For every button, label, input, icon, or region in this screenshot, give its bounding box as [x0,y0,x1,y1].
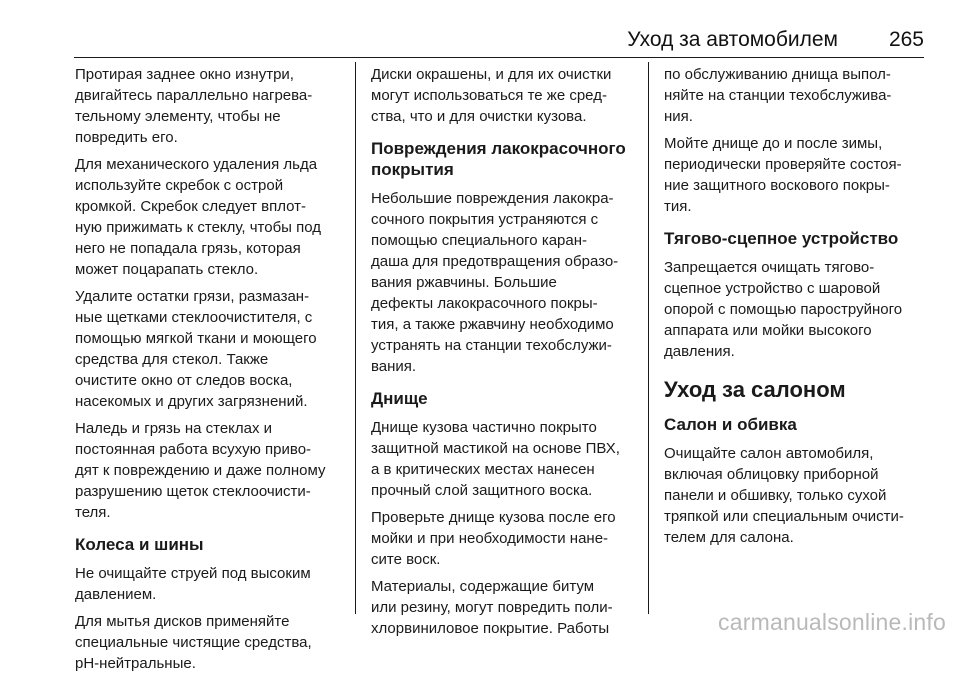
paragraph: Днище кузова частично покрыто защитной мастикой на основе ПВХ, а в критических местах нанесен прочный слой защитного воска. [371,419,620,499]
chapter-heading-interior-care: Уход за салоном [664,377,846,402]
column-divider [355,62,356,614]
header-divider [74,57,924,58]
section-heading-underbody: Днище [371,389,428,408]
paragraph: Для механического удаления льда используйте скребок с острой кромкой. Скребок следует вплот- ную прижимать к стеклу, чтобы под него не попадала грязь, которая может поцарапать стекло. [75,156,322,278]
page-header [74,22,924,58]
paragraph: Очищайте салон автомобиля, включая облицовку приборной панели и обшивку, только сухой тряпкой или специальным очисти- телем для салона. [664,445,904,546]
column-1 [75,64,337,680]
paragraph: Небольшие повреждения лакокра- сочного покрытия устраняются с помощью специального каран- даша для предотвращения образо- вания ржавчины. Большие дефекты лакокрасочного покры- тия, а также ржавчину необходимо устранять на станции техобслужи- вания. [371,190,619,375]
paragraph: Наледь и грязь на стеклах и постоянная работа всухую приво- дят к повреждению и даже полному разрушению щеток стеклоочисти- теля. [75,420,326,521]
paragraph: Удалите остатки грязи, размазан- ные щетками стеклоочистителя, с помощью мягкой ткани и моющего средства для стекол. Также очистите окно от следов воска, насекомых и других загрязнений. [75,288,317,410]
paragraph: Для мытья дисков применяйте специальные чистящие средства, pH-нейтральные. [75,613,312,672]
paragraph: по обслуживанию днища выпол- няйте на станции техобслужива- ния. [664,66,892,125]
paragraph: Не очищайте струей под высоким давлением. [75,565,311,603]
paragraph: Диски окрашены, и для их очистки могут использоваться те же сред- ства, что и для очистки кузова. [371,66,612,125]
column-3 [664,64,926,554]
column-divider [648,62,649,614]
paragraph: Протирая заднее окно изнутри, двигайтесь параллельно нагрева- тельному элементу, чтобы не повредить его. [75,66,313,146]
page-number: 265 [888,28,924,51]
section-heading-tow-hitch: Тягово-сцепное устройство [664,229,899,248]
paragraph: Запрещается очищать тягово- сцепное устройство с шаровой опорой с помощью пароструйного аппарата или мойки высокого давления. [664,259,903,360]
paragraph: Мойте днище до и после зимы, периодически проверяйте состоя- ние защитного воскового покры- тия. [664,135,902,215]
section-heading-paint-damage: Повреждения лакокрасочного покрытия [371,139,626,179]
watermark: carmanualsonline.info [718,609,946,635]
section-heading-interior-upholstery: Салон и обивка [664,415,797,434]
page-title: Уход за автомобилем [627,28,838,51]
section-heading-wheels: Колеса и шины [75,535,204,554]
paragraph: Материалы, содержащие битум или резину, могут повредить поли- хлорвиниловое покрытие. Работы [371,578,613,637]
paragraph: Проверьте днище кузова после его мойки и при необходимости нане- сите воск. [371,509,616,568]
column-2 [371,64,633,645]
